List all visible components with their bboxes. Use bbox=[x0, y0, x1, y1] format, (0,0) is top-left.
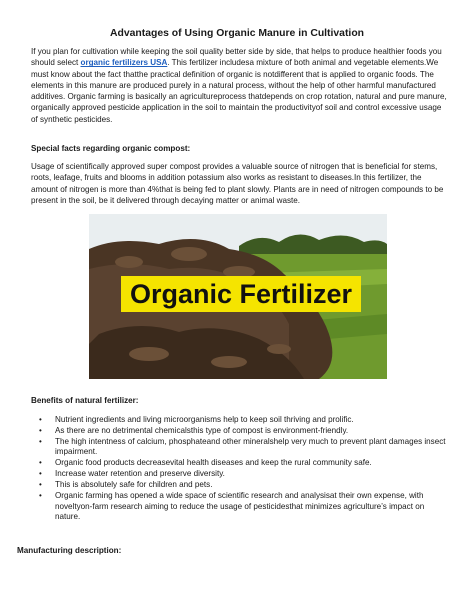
fertilizer-photo-illustration bbox=[89, 214, 387, 379]
intro-text-start: If you plan for cultivation while keeping the soil quality better side by side, that helps to produce healthier foods you should select bbox=[31, 47, 442, 68]
manufacturing-heading: Manufacturing description: bbox=[17, 546, 122, 555]
organic-fertilizers-link[interactable]: organic fertilizers USA bbox=[80, 58, 168, 68]
list-item: • Organic food products decreasevital health diseases and keep the rural community safe. bbox=[39, 458, 372, 468]
intro-paragraph bbox=[31, 46, 449, 125]
list-item: • Nutrient ingredients and living microorganisms help to keep soil thriving and prolific. bbox=[39, 415, 354, 424]
bullet-icon: • bbox=[39, 458, 42, 468]
list-item: • Organic farming has opened a wide space of scientific research and analysisat their own expense, with noveltyon-farm research aiming to reduce the usage of pesticidesthat minimizes agriculture’s impact on nature. bbox=[39, 490, 425, 522]
bullet-icon: • bbox=[39, 490, 42, 500]
benefits-heading: Benefits of natural fertilizer: bbox=[31, 396, 139, 405]
benefits-list bbox=[31, 415, 449, 523]
special-facts-paragraph: Usage of scientifically approved super compost provides a valuable source of nitrogen that is beneficial for stems, roots, leafage, fruits and blooms in addition potassium also works as resistant to diseases.In this fertilizer, the amount of nitrogen is more than 4%that is being fed to plant slowly. Plants are in need of nitrogen compounds to be present in the soil, be it delivered through decaying matter or animal waste. bbox=[31, 162, 444, 205]
bullet-icon: • bbox=[39, 425, 42, 435]
organic-fertilizer-image bbox=[89, 214, 387, 379]
bullet-icon: • bbox=[39, 469, 42, 479]
list-item: • This is absolutely safe for children and pets. bbox=[39, 480, 213, 490]
image-caption: Organic Fertilizer bbox=[129, 279, 353, 309]
bullet-icon: • bbox=[39, 480, 42, 490]
document-title: Advantages of Using Organic Manure in Cultivation bbox=[109, 28, 365, 39]
intro-text-end: . This fertilizer includesa mixture of both animal and vegetable elements.We must know about the fact thatthe practical definition of organic is notdifferent that is applied to organic foods. The elements in this manure are produced purely in a natural process, without the help of other harmful manufactured additives. Organic farming is basically an agricultureprocess thatdepends on crop rotation, natural and pure manure, organically approved pesticide application in the soil to maintain the productivityof soil and control excessive usage of synthetic pesticides. bbox=[31, 58, 447, 124]
bullet-icon: • bbox=[39, 436, 42, 446]
list-item: • The high intentness of calcium, phosphateand other mineralshelp very much to prevent plant damages insect impairment. bbox=[39, 436, 446, 457]
bullet-icon: • bbox=[39, 415, 42, 424]
list-item: • Increase water retention and preserve diversity. bbox=[39, 469, 225, 479]
special-facts-heading: Special facts regarding organic compost: bbox=[31, 144, 191, 153]
list-item: • As there are no detrimental chemicalsthis type of compost is environment-friendly. bbox=[39, 425, 349, 435]
